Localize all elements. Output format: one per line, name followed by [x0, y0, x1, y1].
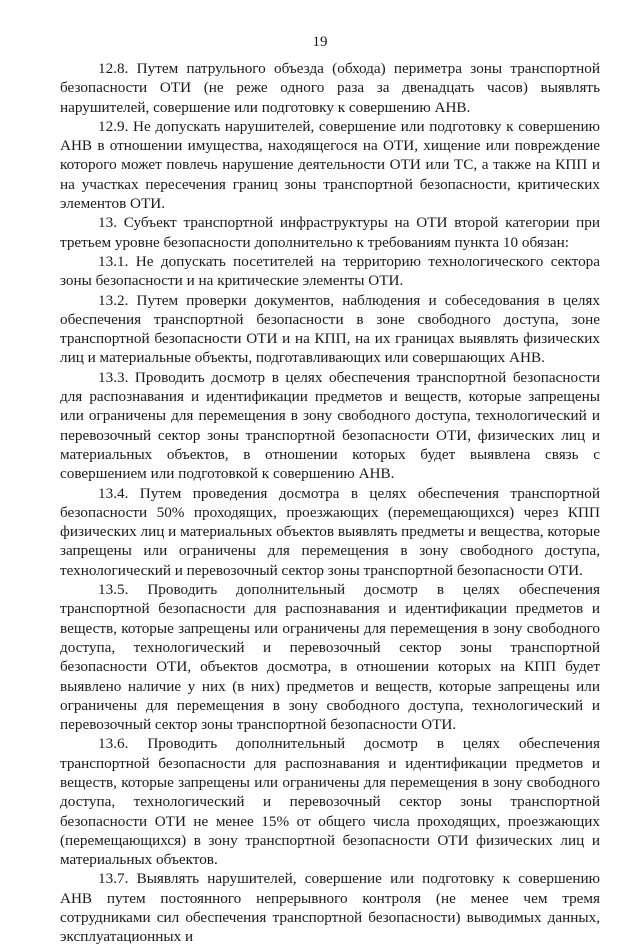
- paragraph-13-2: 13.2. Путем проверки документов, наблюдения и собеседования в целях обеспечения транспортной безопасности в зоне свободного доступа, зоне транспортной безопасности ОТИ и на КПП, на их границах выявлять физических лиц и материальные объекты, подготавливающих или совершающих АНВ.: [60, 291, 600, 367]
- paragraph-13-4: 13.4. Путем проведения досмотра в целях обеспечения транспортной безопасности 50% проходящих, проезжающих (перемещающихся) через КПП физических лиц и материальных объектов выявлять предметы и вещества, которые запрещены или ограничены для перемещения в зону свободного доступа, технологический и перевозочный сектор зоны транспортной безопасности ОТИ.: [60, 484, 600, 579]
- document-body: [60, 59, 600, 947]
- paragraph-13: 13. Субъект транспортной инфраструктуры на ОТИ второй категории при третьем уровне безопасности дополнительно к требованиям пункта 10 обязан:: [60, 214, 600, 251]
- paragraph-13-1: 13.1. Не допускать посетителей на территорию технологического сектора зоны безопасности и на критические элементы ОТИ.: [60, 252, 600, 290]
- paragraph-13-7: 13.7. Выявлять нарушителей, совершение или подготовку к совершению АНВ путем постоянного непрерывного контроля (не менее чем тремя сотрудниками сил обеспечения транспортной безопасности) выводимых данных, эксплуатационных и: [60, 870, 600, 946]
- paragraph-12-9: 12.9. Не допускать нарушителей, совершение или подготовку к совершению АНВ в отношении имущества, находящегося на ОТИ, хищение или повреждение которого может повлечь нарушение деятельности ОТИ или ТС, а также на КПП и на участках пересечения границ зоны транспортной безопасности, критических элементов ОТИ.: [60, 117, 600, 213]
- paragraph-13-5: 13.5. Проводить дополнительный досмотр в целях обеспечения транспортной безопасности для распознавания и идентификации предметов и веществ, которые запрещены или ограничены для перемещения в зону свободного доступа, технологический и перевозочный сектор зоны транспортной безопасности ОТИ, объектов досмотра, в отношении которых на КПП будет выявлено наличие у них (в них) предметов и веществ, которые запрещены или ограничены для перемещения в зону свободного доступа, технологический и перевозочный сектор зоны транспортной безопасности ОТИ.: [60, 581, 600, 734]
- paragraph-12-8: 12.8. Путем патрульного объезда (обхода) периметра зоны транспортной безопасности ОТИ (не реже одного раза за двенадцать часов) выявлять нарушителей, совершение или подготовку к совершению АНВ.: [60, 60, 600, 116]
- paragraph-13-3: 13.3. Проводить досмотр в целях обеспечения транспортной безопасности для распознавания и идентификации предметов и веществ, которые запрещены или ограничены для перемещения в зону свободного доступа, технологический и перевозочный сектор зоны транспортной безопасности ОТИ, физических лиц и материальных объектов, в отношении которых будет выявлена связь с совершением или подготовкой к совершению АНВ.: [60, 368, 600, 483]
- page-number: 19: [312, 34, 328, 50]
- paragraph-13-6: 13.6. Проводить дополнительный досмотр в целях обеспечения транспортной безопасности для распознавания и идентификации предметов и веществ, которые запрещены или ограничены для перемещения в зону свободного доступа, технологический и перевозочный сектор зоны транспортной безопасности ОТИ не менее 15% от общего числа проходящих, проезжающих (перемещающихся) в зону транспортной безопасности ОТИ физических лиц и материальных объектов.: [60, 735, 600, 869]
